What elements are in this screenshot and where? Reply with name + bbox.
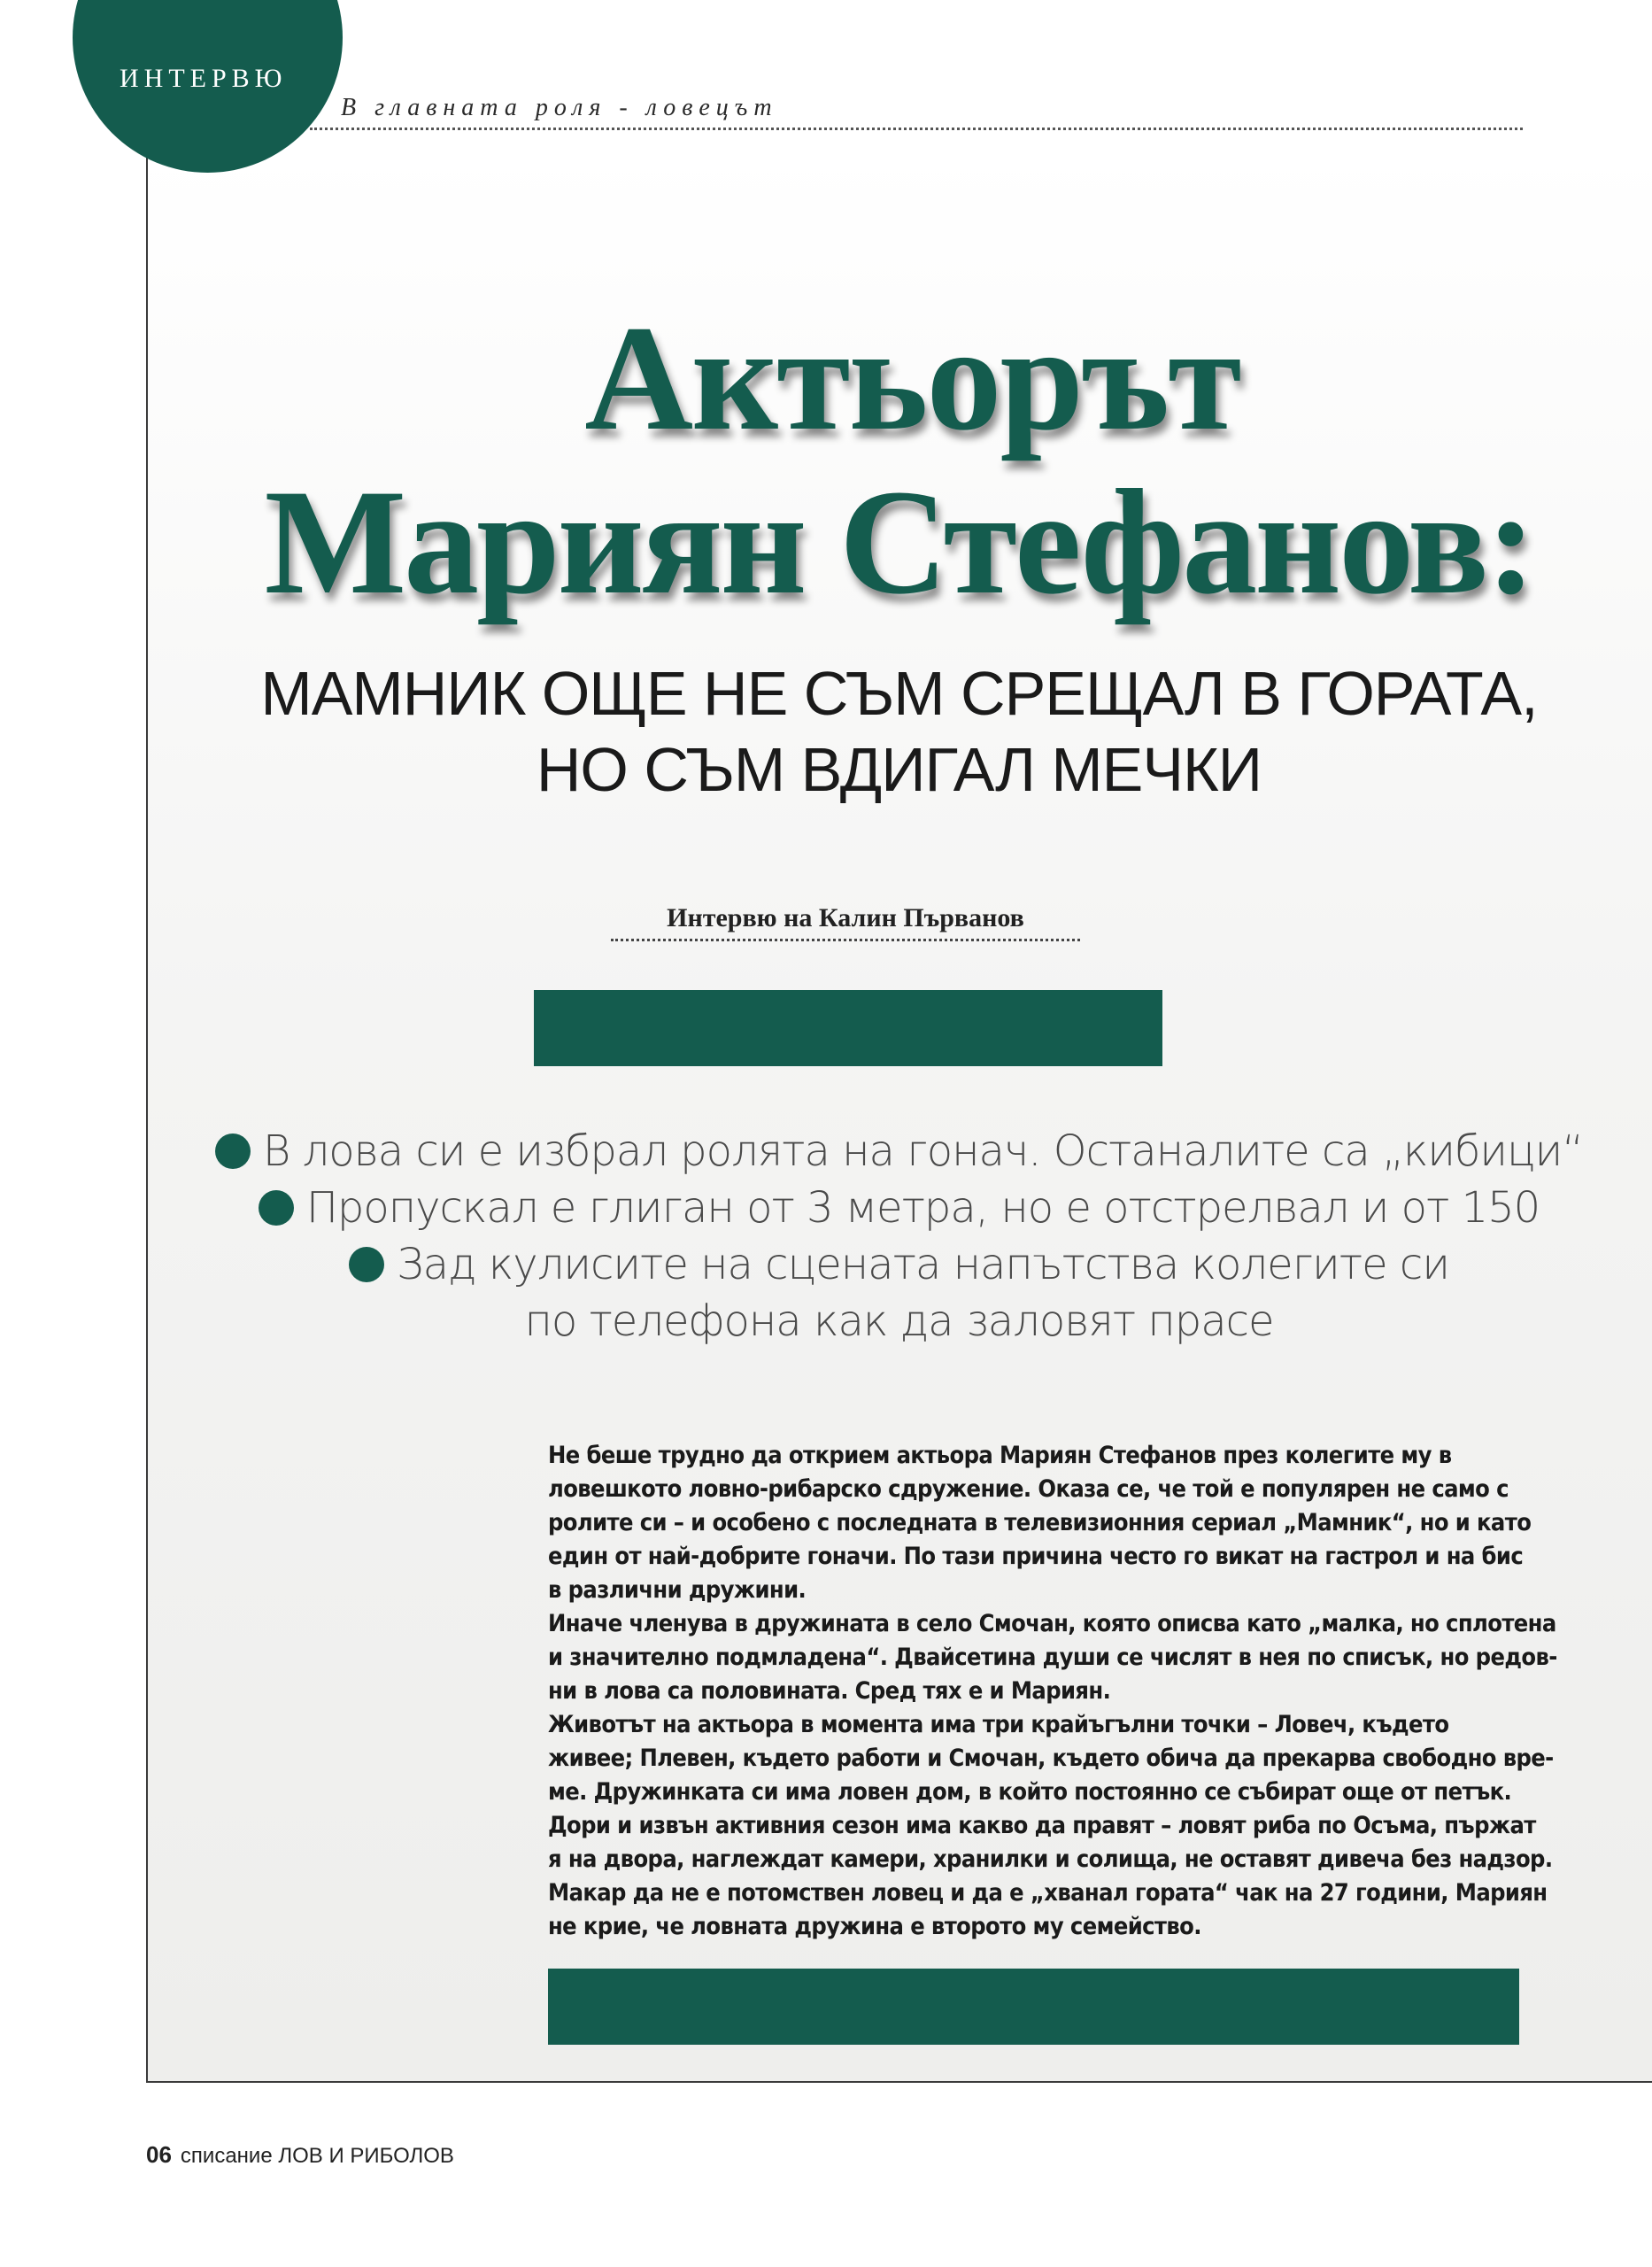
- section-label: ИНТЕРВЮ: [120, 64, 288, 93]
- byline-rule: [611, 939, 1080, 941]
- body-line: я на двора, наглеждат камери, хранилки и солища, не оставят дивеча без надзор.: [548, 1845, 1553, 1873]
- body-line: ролите си – и особено с последната в телевизионния сериал „Мамник“, но и като: [548, 1509, 1532, 1536]
- body-line: и значително подмладена“. Двайсетина души се числят в нея по списък, но редов-: [548, 1644, 1557, 1671]
- body-line: ме. Дружинката си има ловен дом, в който постоянно се събират още от петък.: [548, 1778, 1512, 1806]
- body-line: Животът на актьора в момента има три крайъгълни точки – Ловеч, където: [548, 1711, 1449, 1738]
- body-line: ловешкото ловно-рибарско сдружение. Оказа се, че той е популярен не само с: [548, 1475, 1509, 1503]
- lead-item-continuation: по телефона как да заловят прасе: [524, 1296, 1274, 1346]
- title-line-2: Мариян Стефанов:: [264, 459, 1534, 625]
- body-line: Не беше трудно да открием актьора Мариян Стефанов през колегите му в: [548, 1442, 1452, 1469]
- subtitle-line-2: НО СЪМ ВДИГАЛ МЕЧКИ: [536, 735, 1262, 804]
- body-line: Иначе членува в дружината в село Смочан, която описва като „малка, но сплотена: [548, 1610, 1556, 1637]
- lead-item: В лова си е избрал ролята на гонач. Останалите са „кибици“: [146, 1126, 1652, 1176]
- lead-item: Зад кулисите на сцената напътства колегите си: [146, 1240, 1652, 1289]
- running-head: В главната роля - ловецът: [341, 94, 778, 121]
- body-line: един от най-добрите гоначи. По тази причина често го викат на гастрол и на бис: [548, 1543, 1524, 1570]
- title-line-1: Актьорът: [584, 295, 1240, 461]
- decorative-bar-top: [534, 990, 1162, 1066]
- body-line: в различни дружини.: [548, 1576, 807, 1604]
- page-number: 06: [146, 2141, 172, 2168]
- running-head-rule: [310, 128, 1523, 130]
- body-line: Макар да не е потомствен ловец и да е „хванал гората“ чак на 27 години, Мариян: [548, 1879, 1548, 1907]
- body-line: Дори и извън активния сезон има какво да правят – ловят риба по Осъма, пържат: [548, 1812, 1536, 1839]
- byline: Интервю на Калин Първанов: [667, 903, 1024, 932]
- bullet-dot-icon: [259, 1190, 294, 1226]
- bullet-dot-icon: [215, 1134, 251, 1169]
- subtitle-line-1: МАМНИК ОЩЕ НЕ СЪМ СРЕЩАЛ В ГОРАТА,: [260, 659, 1538, 728]
- lead-item: Пропускал е глиган от 3 метра, но е отстрелвал и от 150: [146, 1183, 1652, 1233]
- page-footer: [146, 2141, 454, 2169]
- article-intro: [548, 1439, 1557, 1944]
- bullet-dot-icon: [349, 1247, 384, 1282]
- magazine-name: списание ЛОВ И РИБОЛОВ: [180, 2144, 454, 2168]
- decorative-bar-bottom: [548, 1969, 1519, 2045]
- body-line: живее; Плевен, където работи и Смочан, където обича да прекарва свободно вре-: [548, 1745, 1554, 1772]
- body-line: ни в лова са половината. Сред тях е и Мариян.: [548, 1677, 1111, 1705]
- body-line: не крие, че ловната дружина е второто му семейство.: [548, 1913, 1201, 1940]
